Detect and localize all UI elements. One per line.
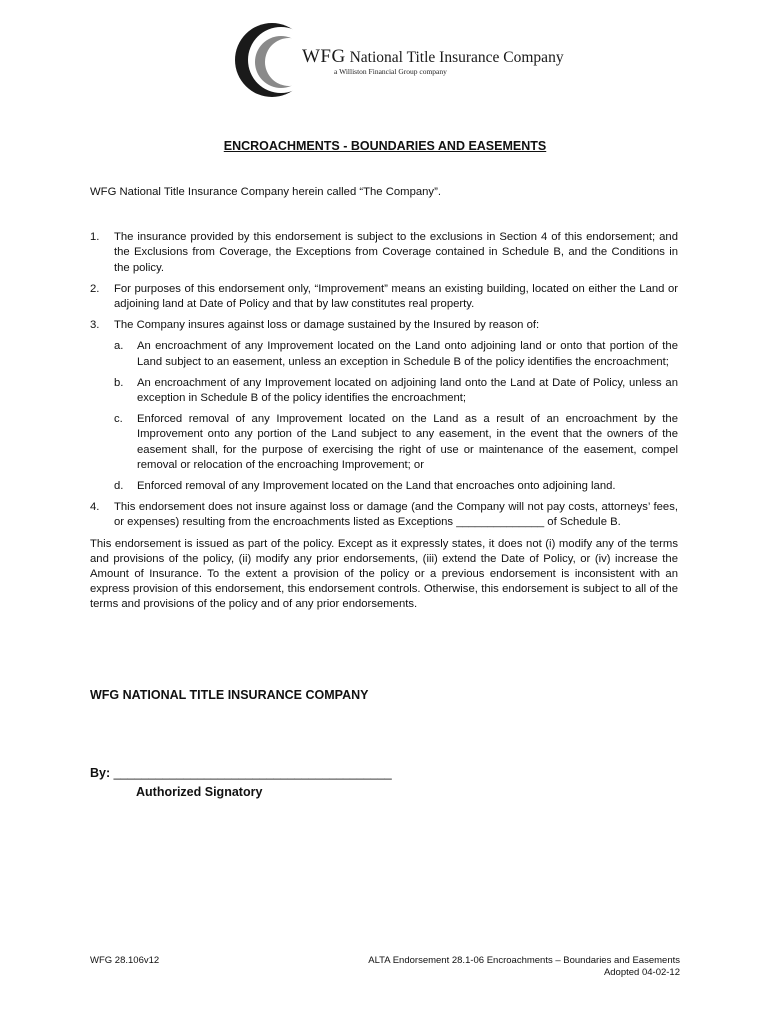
sub-list-item [114,339,678,369]
sub-item-letter: c. [114,413,123,426]
sub-item-letter: a. [114,340,124,353]
sub-list-item [114,376,678,406]
sub-item-text: An encroachment of any Improvement located on the Land onto adjoining land or onto that portion of the Land subject to an easement, unless an exception in Schedule B of the policy identifies the encroachment; [137,340,678,368]
sub-item-text: Enforced removal of any Improvement located on the Land that encroaches onto adjoining land. [137,480,616,493]
item-number: 2. [90,282,100,295]
signature-blank: ________________________________________ [113,766,392,780]
item-number: 3. [90,319,100,332]
item-text: For purposes of this endorsement only, “Improvement” means an existing building, located on either the Land or adjoining land at Date of Policy and that by law constitutes real property. [114,282,678,311]
endorsement-list [90,230,678,530]
signature-line [90,766,392,780]
company-name-caps: WFG NATIONAL TITLE INSURANCE COMPANY [90,688,369,702]
sub-list-item [114,479,678,494]
item-text: The insurance provided by this endorsement is subject to the exclusions in Section 4 of this endorsement; and the Exclusions from Coverage, the Exceptions from Coverage contained in Schedule B, and the Conditions in the policy. [114,231,678,274]
list-item [90,282,678,312]
by-label: By: [90,766,111,780]
footer-endorsement-info [368,955,680,979]
item-number: 1. [90,231,100,244]
logo-name-rest: National Title Insurance Company [349,49,564,66]
document-body [90,185,678,613]
logo-mark: WFG [302,46,346,67]
list-item [90,500,678,530]
sub-list [114,339,678,494]
item-text: The Company insures against loss or damage sustained by the Insured by reason of: [114,319,540,332]
list-item [90,230,678,276]
company-logo [234,20,564,100]
item-number: 4. [90,501,100,514]
footer-endorsement-title: ALTA Endorsement 28.1-06 Encroachments – Boundaries and Easements [368,955,680,966]
authorized-signatory: Authorized Signatory [136,785,263,799]
sub-item-text: An encroachment of any Improvement located on adjoining land onto the Land at Date of Policy, unless an exception in Schedule B of the policy identifies the encroachment; [137,376,678,405]
intro-text: WFG National Title Insurance Company herein called “The Company”. [90,186,441,198]
item-text: This endorsement does not insure against loss or damage (and the Company will not pay costs, attorneys’ fees, or expenses) resulting from the encroachments listed as Exceptions ______________ of Schedule B. [114,501,678,529]
sub-item-text: Enforced removal of any Improvement located on the Land as a result of an encroachment by the Improvement onto any portion of the Land subject to any easement, in the event that the owners of the easement shall, for the purpose of exercising the right of use or maintenance of the easement, compel removal or relocation of the encroaching Improvement; or [137,413,678,471]
document-title: ENCROACHMENTS - BOUNDARIES AND EASEMENTS [223,139,547,153]
sub-list-item [114,412,678,473]
crescent-logo-icon [234,20,304,100]
footer-adopted-date: Adopted 04-02-12 [603,967,680,978]
footer-form-number: WFG 28.106v12 [90,955,160,966]
sub-item-letter: d. [114,480,124,493]
closing-paragraph: This endorsement is issued as part of the policy. Except as it expressly states, it does not (i) modify any of the terms and provisions of the policy, (ii) modify any prior endorsements, (iii) extend the Date of Policy, or (iv) increase the Amount of Insurance. To the extent a provision of the policy or a previous endorsement is inconsistent with an express provision of this endorsement, this endorsement controls. Otherwise, this endorsement is subject to all of the terms and provisions of the policy and of any prior endorsements. [90,537,678,611]
logo-name [302,46,564,68]
logo-subtitle: a Williston Financial Group company [334,67,447,76]
list-item [90,318,678,494]
sub-item-letter: b. [114,376,124,389]
